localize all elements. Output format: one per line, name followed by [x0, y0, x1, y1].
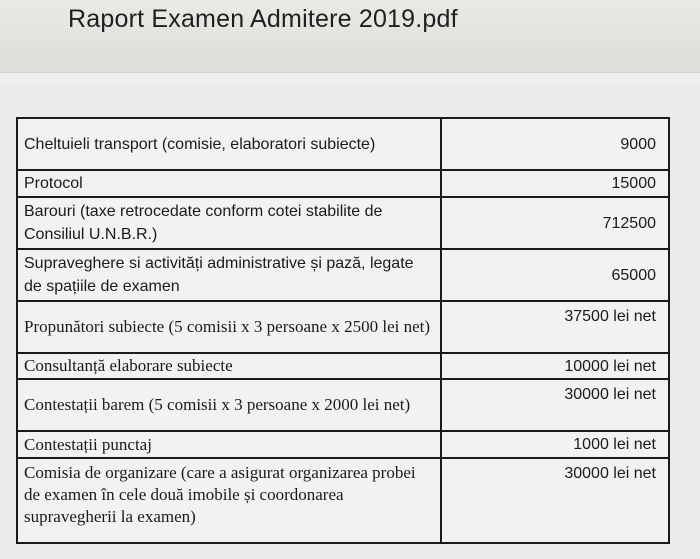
table-row: [17, 249, 669, 301]
document-title: Raport Examen Admitere 2019.pdf: [68, 5, 458, 33]
table-row: [17, 379, 669, 431]
page-separator: [0, 72, 700, 87]
expense-amount: 15000: [441, 170, 669, 197]
expense-amount: 1000 lei net: [441, 431, 669, 458]
table-row: [17, 458, 669, 543]
expense-description: [17, 458, 441, 543]
table-row: [17, 431, 669, 458]
expense-description: Cheltuieli transport (comisie, elaboratori subiecte): [17, 118, 441, 170]
table-row: [17, 118, 669, 170]
expense-amount: 30000 lei net: [441, 458, 669, 543]
table-row: [17, 197, 669, 249]
expense-description: Propunători subiecte (5 comisii x 3 persoane x 2500 lei net): [17, 301, 441, 353]
table-row: [17, 353, 669, 379]
expense-amount: 712500: [441, 197, 669, 249]
expense-amount: 65000: [441, 249, 669, 301]
toolbar-area: [0, 48, 700, 72]
expense-amount: 9000: [441, 118, 669, 170]
expense-description: Protocol: [17, 170, 441, 197]
expense-amount: 30000 lei net: [441, 379, 669, 431]
expense-description: Consultanță elaborare subiecte: [17, 353, 441, 379]
expense-description: Contestații punctaj: [17, 431, 441, 458]
expense-description-text: Comisia de organizare (care a asigurat organizarea probei de examen în cele două imobile și coordonarea supravegherii la examen): [24, 463, 416, 526]
expense-description: Contestații barem (5 comisii x 3 persoane x 2000 lei net): [17, 379, 441, 431]
expenses-table: [16, 117, 670, 544]
table-row: [17, 301, 669, 353]
expense-description: Supraveghere si activități administrative și pază, legate de spațiile de examen: [17, 249, 441, 301]
expense-amount: 37500 lei net: [441, 301, 669, 353]
document-title-bar: [0, 0, 700, 48]
table-row: [17, 170, 669, 197]
expense-amount: 10000 lei net: [441, 353, 669, 379]
expense-description: Barouri (taxe retrocedate conform cotei stabilite de Consiliul U.N.B.R.): [17, 197, 441, 249]
